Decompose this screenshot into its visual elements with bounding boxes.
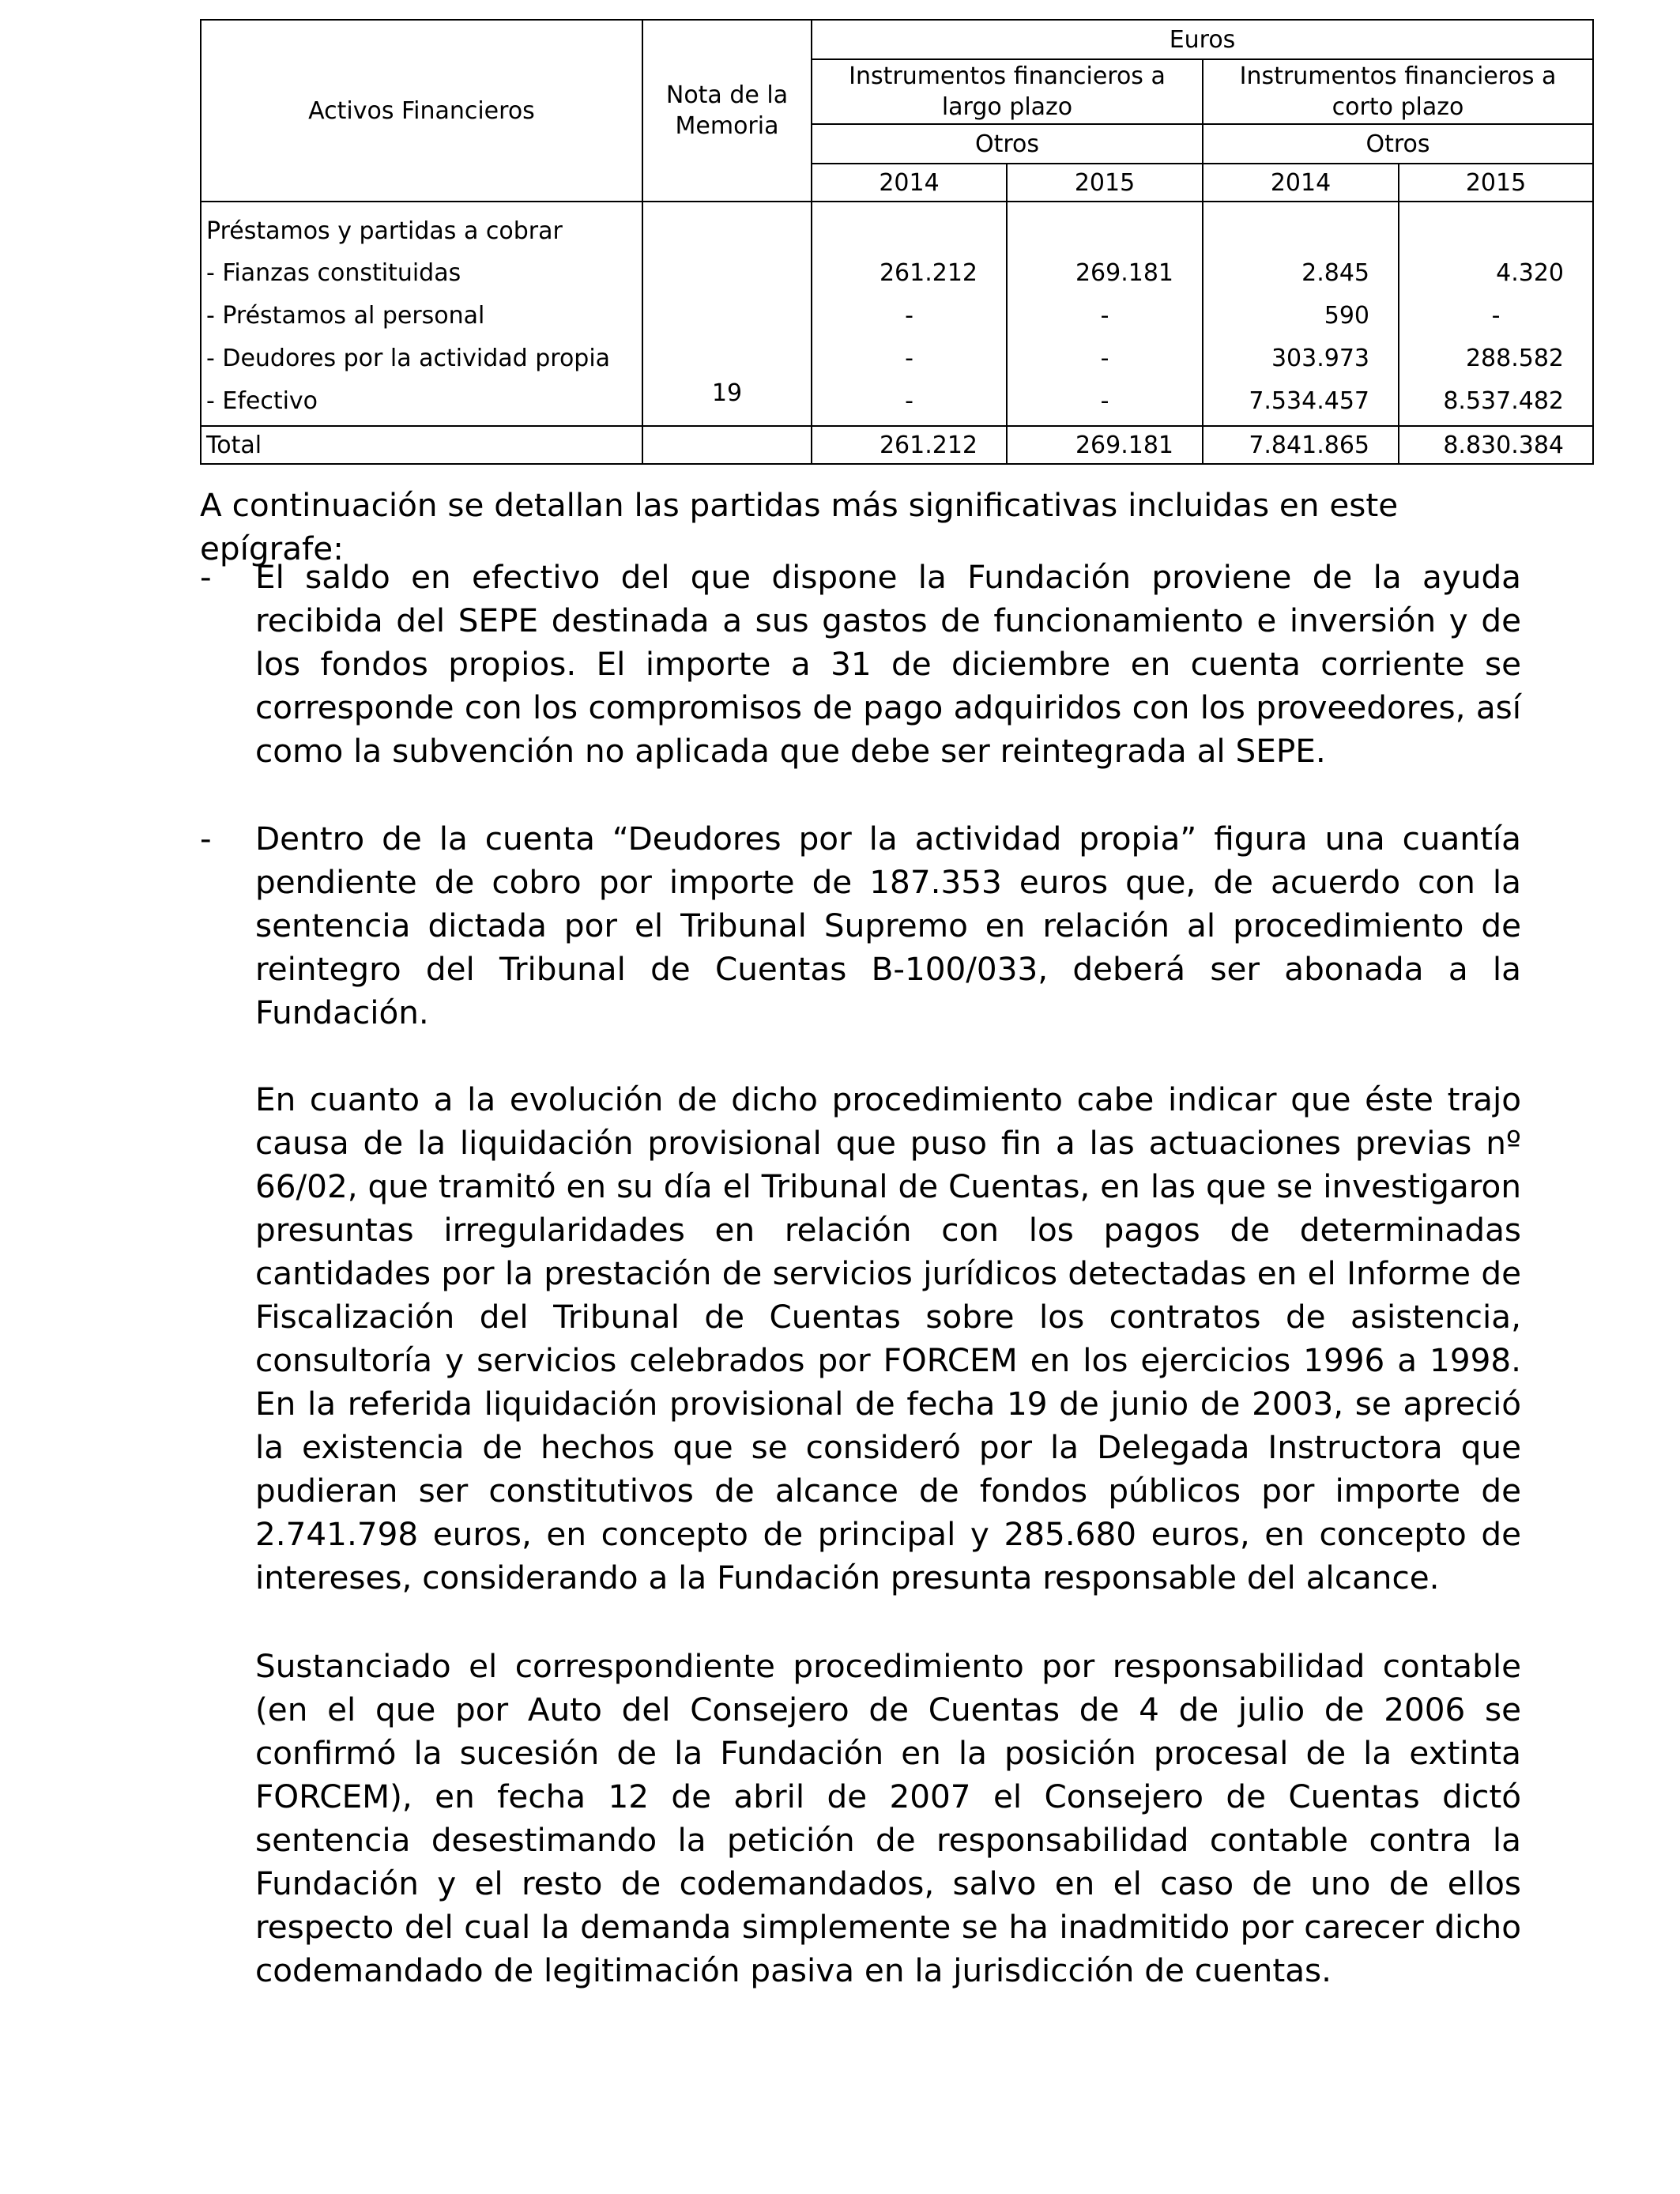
total-value: 269.181: [1007, 426, 1203, 464]
cell-value: [1404, 210, 1588, 251]
cell-value: -: [1100, 386, 1109, 415]
cell-value: 261.212: [879, 258, 977, 287]
row-label: - Fianzas constituidas: [206, 258, 461, 287]
header-year: 2015: [1399, 164, 1593, 202]
total-value: 7.841.865: [1203, 426, 1399, 464]
header-otros-largo: Otros: [812, 124, 1203, 164]
bullet-dash: -: [200, 558, 212, 596]
cell-value: 8.537.482: [1443, 386, 1565, 415]
cell-value: [1208, 210, 1393, 251]
row-nota: 19: [711, 379, 743, 407]
row-label: Préstamos y partidas a cobrar: [206, 217, 563, 245]
cell-value: [1012, 210, 1197, 251]
cell-value: 590: [1324, 301, 1369, 330]
row-nota: [648, 251, 806, 294]
cell-value: 303.973: [1271, 344, 1369, 372]
bullet-dash: -: [200, 820, 212, 858]
cell-value: -: [1100, 301, 1109, 330]
body-paragraph: Sustanciado el correspondiente procedimiento por responsabilidad contable (en el que por Auto del Consejero de Cuentas de 4 de julio de 2006 se confirmó la sucesión de la Fundación en la posición procesal de la extinta FORCEM), en fecha 12 de abril de 2007 el Consejero de Cuentas dictó sentencia desestimando la petición de responsabilidad contable contra la Fundación y el resto de codemandados, salvo en el caso de uno de ellos respecto del cual la demanda simplemente se ha inadmitido por carecer dicho codemandado de legitimación pasiva en la jurisdicción de cuentas.: [255, 1647, 1521, 1989]
list-item-text: Dentro de la cuenta “Deudores por la actividad propia” figura una cuantía pendiente de cobro por importe de 187.353 euros que, de acuerdo con la sentencia dictada por el Tribunal Supremo en relación al procedimiento de reintegro del Tribunal de Cuentas B-100/033, deberá ser abonada a la Fundación.: [255, 820, 1521, 1031]
row-label: - Préstamos al personal: [206, 301, 485, 330]
total-value: 261.212: [812, 426, 1007, 464]
header-activos: Activos Financieros: [201, 20, 642, 202]
cp2014-column: [1203, 202, 1399, 426]
cell-value: 288.582: [1465, 344, 1565, 372]
row-nota: [648, 294, 806, 337]
header-year: 2014: [812, 164, 1007, 202]
list-item: [200, 556, 1521, 773]
labels-column: [201, 202, 642, 426]
lp2015-column: [1007, 202, 1203, 426]
cell-value: -: [1491, 301, 1501, 330]
header-corto-plazo: Instrumentos financieros a corto plazo: [1203, 59, 1593, 124]
total-nota: [642, 426, 812, 464]
total-value: 8.830.384: [1399, 426, 1593, 464]
list-item: [200, 817, 1521, 1035]
total-row: [201, 426, 1593, 464]
cp2015-column: [1399, 202, 1593, 426]
lp2014-column: [812, 202, 1007, 426]
header-year: 2015: [1007, 164, 1203, 202]
row-label: - Efectivo: [206, 386, 318, 415]
header-otros-corto: Otros: [1203, 124, 1593, 164]
row-nota: [648, 210, 806, 251]
table-body: [201, 202, 1593, 426]
financial-assets-table: [200, 19, 1594, 465]
cell-value: -: [1100, 344, 1109, 372]
header-nota: Nota de la Memoria: [642, 20, 812, 202]
cell-value: 269.181: [1075, 258, 1173, 287]
cell-value: 2.845: [1301, 258, 1369, 287]
cell-value: [817, 210, 1001, 251]
row-label: - Deudores por la actividad propia: [206, 344, 611, 372]
cell-value: -: [905, 386, 913, 415]
list-item-text: El saldo en efectivo del que dispone la Fundación proviene de la ayuda recibida del SEPE destinada a sus gastos de funcionamiento e inversión y de los fondos propios. El importe a 31 de diciembre en cuenta corriente se corresponde con los compromisos de pago adquiridos con los proveedores, así como la subvención no aplicada que debe ser reintegrada al SEPE.: [255, 558, 1521, 770]
intro-paragraph: A continuación se detallan las partidas más significativas incluidas en este epígrafe:: [200, 486, 1399, 567]
header-largo-plazo: Instrumentos financieros a largo plazo: [812, 59, 1203, 124]
cell-value: 7.534.457: [1249, 386, 1369, 415]
nota-column: [642, 202, 812, 426]
cell-value: -: [905, 344, 913, 372]
total-label: Total: [201, 426, 642, 464]
header-year: 2014: [1203, 164, 1399, 202]
header-euros: Euros: [812, 20, 1593, 59]
cell-value: -: [905, 301, 913, 330]
cell-value: 4.320: [1496, 258, 1565, 287]
body-paragraph: En cuanto a la evolución de dicho procedimiento cabe indicar que éste trajo causa de la liquidación provisional que puso fin a las actuaciones previas nº 66/02, que tramitó en su día el Tribunal de Cuentas, en las que se investigaron presuntas irregularidades en relación con los pagos de determinadas cantidades por la prestación de servicios jurídicos detectadas en el Informe de Fiscalización del Tribunal de Cuentas sobre los contratos de asistencia, consultoría y servicios celebrados por FORCEM en los ejercicios 1996 a 1998. En la referida liquidación provisional de fecha 19 de junio de 2003, se apreció la existencia de hechos que se consideró por la Delegada Instructora que pudieran ser constitutivos de alcance de fondos públicos por importe de 2.741.798 euros, en concepto de principal y 285.680 euros, en concepto de intereses, considerando a la Fundación presunta responsable del alcance.: [255, 1080, 1521, 1596]
